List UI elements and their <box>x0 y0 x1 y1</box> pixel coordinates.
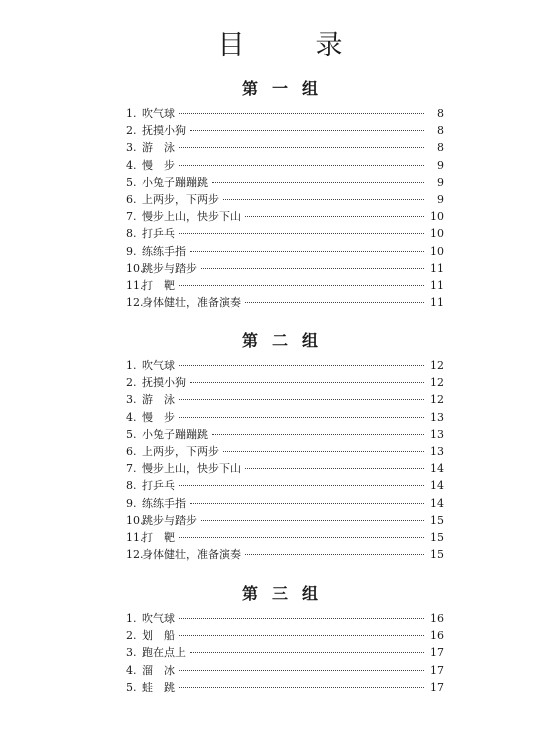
entry-title: 蛙 跳 <box>142 680 175 694</box>
entry-number: 3. <box>126 393 137 407</box>
entry-title: 溜 冰 <box>142 663 175 677</box>
entry-page-number: 11 <box>430 278 444 292</box>
dot-leader <box>245 216 424 217</box>
section-heading-2: 第二组 <box>241 331 332 350</box>
entry-page-number: 13 <box>430 427 444 441</box>
entry-number: 9. <box>126 496 137 510</box>
entry-page-number: 10 <box>430 244 444 258</box>
toc-entry[interactable] <box>126 294 444 311</box>
entry-page-number: 15 <box>430 548 444 562</box>
entry-page-number: 9 <box>437 175 444 189</box>
entry-number: 3. <box>126 646 137 660</box>
entry-title: 跳步与踏步 <box>142 513 197 527</box>
entry-page-number: 8 <box>437 107 444 120</box>
toc-list-section-2 <box>126 357 444 563</box>
toc-entry[interactable] <box>126 546 444 563</box>
dot-leader <box>201 268 424 269</box>
entry-number: 12. <box>126 296 144 310</box>
entry-page-number: 9 <box>437 158 444 172</box>
entry-title: 吹气球 <box>142 612 175 625</box>
dot-leader <box>179 417 424 418</box>
dot-leader <box>179 687 424 688</box>
toc-entry[interactable] <box>126 243 444 260</box>
entry-title: 打 靶 <box>142 278 175 292</box>
entry-title: 游 泳 <box>142 141 175 155</box>
dot-leader <box>179 635 424 636</box>
dot-leader <box>212 434 424 435</box>
dot-leader <box>179 233 424 234</box>
entry-number: 5. <box>126 680 137 694</box>
entry-page-number: 17 <box>430 646 444 660</box>
entry-page-number: 8 <box>437 141 444 155</box>
entry-number: 6. <box>126 192 137 206</box>
entry-number: 4. <box>126 663 137 677</box>
entry-title: 吹气球 <box>142 107 175 120</box>
entry-title: 慢 步 <box>142 158 175 172</box>
entry-number: 7. <box>126 462 137 476</box>
entry-number: 1. <box>126 107 137 120</box>
entry-number: 1. <box>126 612 137 625</box>
toc-entry[interactable] <box>126 460 444 477</box>
toc-entry[interactable] <box>126 644 444 661</box>
dot-leader <box>179 147 424 148</box>
entry-number: 3. <box>126 141 137 155</box>
toc-entry[interactable] <box>126 191 444 208</box>
toc-entry[interactable] <box>126 443 444 460</box>
dot-leader <box>245 302 424 303</box>
toc-entry[interactable] <box>126 157 444 174</box>
toc-entry[interactable] <box>126 529 444 546</box>
entry-title: 小兔子蹦蹦跳 <box>142 427 208 441</box>
toc-entry[interactable] <box>126 260 444 277</box>
entry-title: 慢 步 <box>142 410 175 424</box>
entry-title: 慢步上山，快步下山 <box>142 462 241 476</box>
entry-title: 划 船 <box>142 629 175 643</box>
entry-page-number: 11 <box>430 261 444 275</box>
toc-entry[interactable] <box>126 679 444 696</box>
dot-leader <box>190 130 424 131</box>
entry-title: 小兔子蹦蹦跳 <box>142 175 208 189</box>
dot-leader <box>179 537 424 538</box>
entry-title: 跳步与踏步 <box>142 261 197 275</box>
toc-entry[interactable] <box>126 512 444 529</box>
entry-page-number: 14 <box>430 496 444 510</box>
dot-leader <box>190 652 424 653</box>
toc-list-section-1 <box>126 105 444 311</box>
entry-title: 上两步，下两步 <box>142 192 219 206</box>
dot-leader <box>212 182 424 183</box>
entry-page-number: 14 <box>430 462 444 476</box>
entry-number: 9. <box>126 244 137 258</box>
entry-page-number: 17 <box>430 680 444 694</box>
dot-leader <box>190 251 424 252</box>
entry-page-number: 10 <box>430 227 444 241</box>
page-title: 目 录 <box>217 30 365 61</box>
dot-leader <box>179 165 424 166</box>
entry-title: 练练手指 <box>142 496 186 510</box>
toc-entry[interactable] <box>126 139 444 156</box>
toc-entry[interactable] <box>126 277 444 294</box>
toc-entry[interactable] <box>126 374 444 391</box>
entry-title: 练练手指 <box>142 244 186 258</box>
entry-title: 慢步上山，快步下山 <box>142 210 241 224</box>
entry-title: 跑在点上 <box>142 646 186 660</box>
dot-leader <box>190 503 424 504</box>
dot-leader <box>179 365 424 366</box>
dot-leader <box>223 451 424 452</box>
entry-title: 上两步，下两步 <box>142 444 219 458</box>
toc-entry[interactable] <box>126 357 444 374</box>
entry-number: 10. <box>126 513 144 527</box>
entry-page-number: 16 <box>430 629 444 643</box>
entry-title: 身体健壮，准备演奏 <box>142 548 241 562</box>
toc-entry[interactable] <box>126 426 444 443</box>
entry-title: 打 靶 <box>142 530 175 544</box>
toc-entry[interactable] <box>126 174 444 191</box>
entry-number: 1. <box>126 359 137 372</box>
entry-page-number: 17 <box>430 663 444 677</box>
toc-entry[interactable] <box>126 610 444 627</box>
entry-page-number: 12 <box>430 376 444 390</box>
toc-entry[interactable] <box>126 662 444 679</box>
entry-title: 游 泳 <box>142 393 175 407</box>
dot-leader <box>179 113 424 114</box>
toc-entry[interactable] <box>126 477 444 494</box>
dot-leader <box>179 670 424 671</box>
entry-number: 11. <box>126 530 144 544</box>
entry-title: 吹气球 <box>142 359 175 372</box>
entry-page-number: 14 <box>430 479 444 493</box>
entry-page-number: 9 <box>437 192 444 206</box>
toc-entry[interactable] <box>126 122 444 139</box>
dot-leader <box>190 382 424 383</box>
entry-number: 8. <box>126 227 137 241</box>
dot-leader <box>179 485 424 486</box>
dot-leader <box>179 618 424 619</box>
entry-page-number: 13 <box>430 444 444 458</box>
toc-entry[interactable] <box>126 105 444 122</box>
toc-entry[interactable] <box>126 409 444 426</box>
section-heading-3: 第三组 <box>241 584 332 603</box>
dot-leader <box>201 520 424 521</box>
entry-page-number: 12 <box>430 393 444 407</box>
entry-page-number: 10 <box>430 210 444 224</box>
toc-entry[interactable] <box>126 627 444 644</box>
entry-page-number: 12 <box>430 359 444 372</box>
entry-title: 抚摸小狗 <box>142 124 186 138</box>
entry-title: 打乒乓 <box>142 479 175 493</box>
toc-entry[interactable] <box>126 391 444 408</box>
entry-page-number: 11 <box>430 296 444 310</box>
entry-title: 打乒乓 <box>142 227 175 241</box>
dot-leader <box>245 554 424 555</box>
section-heading-1: 第一组 <box>241 79 332 98</box>
entry-number: 2. <box>126 376 137 390</box>
entry-number: 2. <box>126 629 137 643</box>
entry-page-number: 15 <box>430 530 444 544</box>
entry-page-number: 13 <box>430 410 444 424</box>
entry-title: 身体健壮，准备演奏 <box>142 296 241 310</box>
entry-title: 抚摸小狗 <box>142 376 186 390</box>
toc-list-section-3 <box>126 610 444 696</box>
entry-number: 6. <box>126 444 137 458</box>
dot-leader <box>179 399 424 400</box>
entry-number: 2. <box>126 124 137 138</box>
dot-leader <box>179 285 424 286</box>
dot-leader <box>223 199 424 200</box>
entry-number: 5. <box>126 427 137 441</box>
entry-number: 8. <box>126 479 137 493</box>
toc-entry[interactable] <box>126 225 444 242</box>
toc-entry[interactable] <box>126 495 444 512</box>
entry-number: 7. <box>126 210 137 224</box>
entry-number: 12. <box>126 548 144 562</box>
toc-entry[interactable] <box>126 208 444 225</box>
entry-number: 4. <box>126 158 137 172</box>
entry-number: 4. <box>126 410 137 424</box>
dot-leader <box>245 468 424 469</box>
entry-page-number: 16 <box>430 612 444 625</box>
entry-number: 5. <box>126 175 137 189</box>
entry-number: 10. <box>126 261 144 275</box>
entry-page-number: 15 <box>430 513 444 527</box>
entry-page-number: 8 <box>437 124 444 138</box>
entry-number: 11. <box>126 278 144 292</box>
